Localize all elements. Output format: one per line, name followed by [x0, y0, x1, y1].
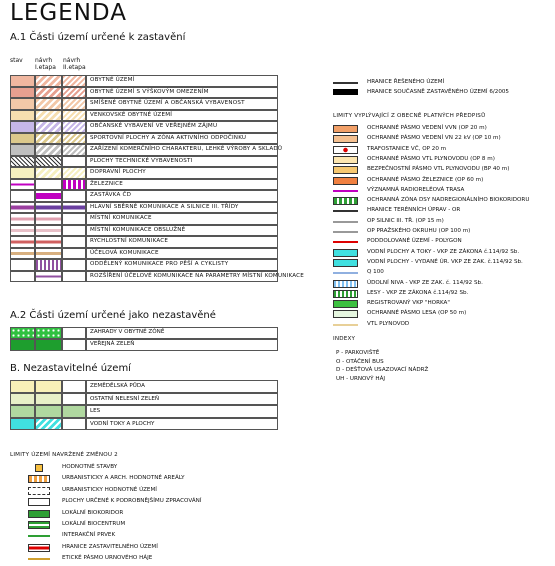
limits-legend-label: OP SILNIC III. TŘ. (OP 15 m) — [367, 217, 444, 224]
b-swatch-navrh1 — [35, 418, 62, 431]
a1-label-cell — [86, 202, 278, 214]
a1-swatch-cell — [62, 75, 86, 87]
limits-symbol — [333, 135, 358, 143]
a1-swatch-cell — [62, 213, 86, 225]
a1-label-cell — [86, 110, 278, 122]
limits-symbol — [333, 290, 358, 298]
changes-legend-label: URBANISTICKY HODNOTNÉ ÚZEMÍ — [62, 486, 157, 493]
index-item: O - OTÁČENÍ BUS — [336, 358, 384, 365]
limits-legend-label: VÝZNAMNÁ RADIORELÉOVÁ TRASA — [367, 186, 465, 193]
limits-legend-row — [333, 186, 553, 196]
b-legend-label: ZEMĚDĚLSKÁ PŮDA — [90, 383, 145, 389]
changes-legend-label: PLOCHY URČENÉ K PODROBNĚJŠÍMU ZPRACOVÁNÍ — [62, 498, 202, 505]
a1-legend-label: HLAVNÍ SBĚRNÉ KOMUNIKACE A SILNICE III. TŘÍDY — [90, 203, 239, 210]
a1-label-cell — [86, 121, 278, 133]
a1-swatch-cell — [62, 144, 86, 156]
a1-legend-row — [10, 225, 278, 237]
a1-label-cell — [86, 225, 278, 237]
a1-swatch-cell — [10, 213, 35, 225]
a1-label-cell — [86, 236, 278, 248]
a1-legend-label: MÍSTNÍ KOMUNIKACE — [90, 215, 152, 221]
b-legend-row — [10, 418, 278, 431]
limits-symbol — [333, 259, 358, 267]
a2-legend-row — [10, 327, 278, 339]
index-heading: INDEXY — [333, 336, 356, 342]
column-stav: stav — [10, 57, 23, 64]
limits-legend-label: OCHRANNÉ PÁSMO ŽELEZNICE (OP 60 m) — [367, 176, 484, 183]
limits-legend-label: OCHRANNÉ PÁSMO VEDENÍ VN 22 kV (OP 10 m) — [367, 135, 501, 142]
changes-symbol — [28, 475, 50, 483]
limits-symbol — [333, 238, 358, 246]
limits-legend-row — [333, 289, 553, 299]
changes-legend-row — [0, 520, 260, 531]
border-legend-row — [333, 88, 553, 98]
a1-label-cell — [86, 213, 278, 225]
limits-symbol — [333, 249, 358, 257]
changes-symbol — [35, 464, 43, 472]
b-legend-label: LES — [90, 408, 101, 414]
a1-label-cell — [86, 156, 278, 168]
limits-heading: LIMITY VYPLÝVAJÍCÍ Z OBECNĚ PLATNÝCH PŘEDPISŮ — [333, 113, 486, 119]
a1-legend-row — [10, 121, 278, 133]
a1-swatch-cell — [10, 75, 35, 87]
a1-label-cell — [86, 144, 278, 156]
a2-swatch-navrh2 — [62, 327, 86, 339]
index-item: P - PARKOVIŠTĚ — [336, 350, 380, 356]
limits-legend-row — [333, 268, 553, 278]
a1-swatch-cell — [35, 179, 62, 191]
a1-swatch-cell — [35, 75, 62, 87]
a1-swatch-cell — [62, 248, 86, 260]
b-swatch-stav — [10, 405, 35, 418]
a1-swatch-cell — [62, 259, 86, 271]
limits-legend-label: OCHRANNÉ PÁSMO VEDENÍ VVN (OP 20 m) — [367, 125, 487, 131]
limits-legend-label: OCHRANNÁ ZÓNA DSY NADREGIONÁLNÍHO BIOKORIDORU — [367, 197, 530, 204]
a1-legend-label: ZASTÁVKA ČD — [90, 192, 132, 198]
a1-swatch-cell — [35, 110, 62, 122]
section-a2-heading: A.2 Části území určené jako nezastavěné — [10, 310, 216, 321]
a1-label-cell — [86, 179, 278, 191]
a1-legend-row — [10, 248, 278, 260]
limits-legend-row — [333, 227, 553, 237]
limits-legend-row — [333, 145, 553, 155]
column-navrh-1: návrh I.etapa — [35, 57, 56, 71]
a1-legend-label: DOPRAVNÍ PLOCHY — [90, 169, 146, 175]
a1-swatch-cell — [35, 87, 62, 99]
changes-symbol — [28, 532, 50, 540]
index-item: UH - URNOVÝ HÁJ — [336, 375, 386, 382]
limits-legend-label: VODNÍ PLOCHY - VYDANÉ ÚR. VKP ZE ZAK. č.114/92 Sb. — [367, 258, 523, 265]
limits-legend-row — [333, 124, 553, 134]
border-symbol — [333, 82, 358, 84]
limits-legend-row — [333, 248, 553, 258]
limits-legend-label: LESY - VKP ZE ZÁKONA č.114/92 Sb. — [367, 289, 469, 296]
a1-swatch-cell — [62, 271, 86, 283]
limits-legend-label: OCHRANNÉ PÁSMO VTL PLYNOVODU (OP 8 m) — [367, 155, 495, 162]
a1-legend-label: OBČANSKÉ VYBAVENÍ VE VEŘEJNÉM ZÁJMU — [90, 123, 218, 129]
a1-label-cell — [86, 271, 278, 283]
changes-legend-row — [0, 497, 260, 508]
border-legend-label: HRANICE ŘEŠENÉHO ÚZEMÍ — [367, 79, 445, 85]
limits-symbol — [333, 321, 358, 329]
b-swatch-navrh2 — [62, 405, 86, 418]
a1-swatch-cell — [10, 225, 35, 237]
changes-legend-row — [0, 543, 260, 554]
a1-swatch-cell — [35, 156, 62, 168]
changes-symbol — [28, 510, 50, 518]
a1-swatch-cell — [10, 98, 35, 110]
a1-swatch-cell — [10, 236, 35, 248]
a1-swatch-cell — [10, 190, 35, 202]
b-swatch-navrh2 — [62, 393, 86, 406]
limits-legend-row — [333, 309, 553, 319]
a1-label-cell — [86, 98, 278, 110]
a1-legend-row — [10, 202, 278, 214]
limits-legend-label: OP PRAŽSKÉHO OKRUHU (OP 100 m) — [367, 228, 471, 234]
a1-legend-row — [10, 87, 278, 99]
a2-swatch-navrh1 — [35, 339, 62, 351]
border-legend-row — [333, 78, 553, 88]
limits-symbol — [333, 280, 358, 288]
changes-symbol — [28, 544, 50, 552]
limits-legend-label: VODNÍ PLOCHY A TOKY - VKP ZE ZÁKONA č.114/92 Sb. — [367, 248, 520, 255]
a1-legend-label: ŽELEZNICE — [90, 180, 123, 187]
a1-swatch-cell — [10, 248, 35, 260]
a1-swatch-cell — [10, 271, 35, 283]
a1-label-cell — [86, 133, 278, 145]
changes-legend-row — [0, 474, 260, 485]
a1-legend-label: OBYTNÉ ÚZEMÍ S VÝŠKOVÝM OMEZENÍM — [90, 88, 209, 95]
a1-swatch-cell — [62, 236, 86, 248]
limits-symbol — [333, 187, 358, 195]
limits-legend-row — [333, 258, 553, 268]
border-symbol — [333, 89, 358, 95]
section-b-heading: B. Nezastavitelné území — [10, 363, 131, 374]
limits-symbol — [333, 177, 358, 185]
limits-legend-row — [333, 217, 553, 227]
limits-legend-label: PODDOLOVANÉ ÚZEMÍ - POLYGON — [367, 238, 462, 245]
b-swatch-navrh2 — [62, 418, 86, 431]
a1-swatch-cell — [35, 190, 62, 202]
a1-label-cell — [86, 248, 278, 260]
limits-legend-row — [333, 237, 553, 247]
limits-symbol — [333, 310, 358, 318]
a1-swatch-cell — [35, 98, 62, 110]
a1-legend-label: ROZŠÍŘENÍ ÚČELOVÉ KOMUNIKACE NA PARAMETRY MÍSTNÍ KOMUNIKACE — [90, 272, 305, 279]
changes-symbol — [28, 498, 50, 506]
a1-swatch-cell — [62, 225, 86, 237]
changes-symbol — [28, 487, 50, 495]
limits-legend-row — [333, 279, 553, 289]
a1-swatch-cell — [10, 87, 35, 99]
a1-swatch-cell — [35, 271, 62, 283]
section-a1-heading: A.1 Části území určené k zastavění — [10, 32, 186, 43]
a1-legend-label: MÍSTNÍ KOMUNIKACE OBSLUŽNÉ — [90, 226, 186, 233]
a1-legend-row — [10, 179, 278, 191]
limits-legend-label: BEZPEČNOSTNÍ PÁSMO VTL PLYNOVODU (BP 40 m) — [367, 166, 510, 173]
limits-legend-row — [333, 196, 553, 206]
b-legend-row — [10, 405, 278, 418]
a1-legend-row — [10, 144, 283, 156]
a1-swatch-cell — [62, 87, 86, 99]
a1-legend-row — [10, 271, 305, 283]
a1-swatch-cell — [62, 156, 86, 168]
a2-swatch-navrh1 — [35, 327, 62, 339]
limits-symbol — [333, 146, 358, 154]
a1-legend-row — [10, 98, 278, 110]
limits-legend-row — [333, 320, 553, 330]
limits-symbol — [333, 218, 358, 226]
changes-legend-label: INTERAKČNÍ PRVEK — [62, 532, 116, 539]
b-label-cell — [86, 405, 278, 418]
a1-label-cell — [86, 190, 278, 202]
b-swatch-stav — [10, 380, 35, 393]
a1-swatch-cell — [10, 156, 35, 168]
changes-legend-label: HRANICE ZASTAVITELNÉHO ÚZEMÍ — [62, 543, 158, 550]
a1-legend-label: VENKOVSKÉ OBYTNÉ ÚZEMÍ — [90, 111, 173, 118]
limits-legend-row — [333, 299, 553, 309]
a1-swatch-cell — [10, 202, 35, 214]
a1-legend-label: RYCHLOSTNÍ KOMUNIKACE — [90, 238, 169, 244]
a1-label-cell — [86, 167, 278, 179]
a1-label-cell — [86, 75, 278, 87]
a1-legend-row — [10, 213, 278, 225]
a1-swatch-cell — [10, 144, 35, 156]
a2-legend-label: VEŘEJNÁ ZELEŇ — [90, 341, 135, 347]
a1-legend-row — [10, 167, 278, 179]
a1-legend-row — [10, 110, 278, 122]
a1-swatch-cell — [62, 167, 86, 179]
a1-legend-label: PLOCHY TECHNICKÉ VYBAVENOSTI — [90, 157, 193, 164]
limits-legend-row — [333, 206, 553, 216]
index-item: D - DEŠŤOVÁ USAZOVACÍ NÁDRŽ — [336, 367, 429, 373]
limits-legend-row — [333, 176, 553, 186]
legend-title: LEGENDA — [10, 0, 127, 26]
a1-legend-label: ZAŘÍZENÍ KOMERČNÍHO CHARAKTERU, LEHKÉ VÝROBY A SKLADŮ — [90, 146, 283, 152]
a1-legend-row — [10, 236, 278, 248]
a1-label-cell — [86, 87, 278, 99]
a1-swatch-cell — [35, 121, 62, 133]
a1-swatch-cell — [35, 144, 62, 156]
a1-label-cell — [86, 259, 278, 271]
b-swatch-stav — [10, 418, 35, 431]
changes-heading: LIMITY ÚZEMÍ NAVRŽENÉ ZMĚNOU 2 — [10, 452, 118, 458]
a1-swatch-cell — [35, 259, 62, 271]
a1-swatch-cell — [35, 202, 62, 214]
limits-symbol — [333, 207, 358, 215]
b-swatch-navrh1 — [35, 405, 62, 418]
a1-legend-row — [10, 190, 278, 202]
a1-swatch-cell — [62, 121, 86, 133]
a1-swatch-cell — [62, 98, 86, 110]
a2-legend-label: ZAHRADY V OBYTNÉ ZÓNĚ — [90, 329, 165, 335]
limits-legend-label: REGISTROVANÝ VKP "HORKA" — [367, 300, 450, 307]
limits-legend-label: Q 100 — [367, 269, 384, 276]
a1-swatch-cell — [10, 133, 35, 145]
a1-swatch-cell — [62, 179, 86, 191]
a1-swatch-cell — [10, 167, 35, 179]
a1-legend-row — [10, 156, 278, 168]
limits-legend-label: VTL PLYNOVOD — [367, 320, 410, 327]
limits-symbol — [333, 228, 358, 236]
limits-legend-row — [333, 134, 553, 144]
a1-legend-label: SPORTOVNÍ PLOCHY A ZÓNA AKTIVNÍHO ODPOČINKU — [90, 134, 247, 141]
a1-swatch-cell — [35, 248, 62, 260]
limits-symbol — [333, 197, 358, 205]
b-swatch-stav — [10, 393, 35, 406]
a1-swatch-cell — [62, 190, 86, 202]
a1-swatch-cell — [10, 259, 35, 271]
limits-legend-label: TRAFOSTANICE VČ, OP 20 m — [367, 145, 447, 152]
a1-legend-row — [10, 75, 278, 87]
b-swatch-navrh1 — [35, 380, 62, 393]
changes-legend-row — [0, 463, 260, 474]
changes-legend-label: ETICKÉ PÁSMO URNOVÉHO HÁJE — [62, 555, 153, 562]
limits-legend-label: ÚDOLNÍ NIVA - VKP ZE ZAK. č. 114/92 Sb. — [367, 279, 483, 286]
a1-legend-row — [10, 259, 278, 271]
a1-legend-label: ÚČELOVÁ KOMUNIKACE — [90, 249, 159, 256]
a1-swatch-cell — [35, 213, 62, 225]
b-legend-row — [10, 380, 278, 393]
a2-swatch-navrh2 — [62, 339, 86, 351]
a2-swatch-stav — [10, 327, 35, 339]
changes-legend-row — [0, 554, 260, 565]
changes-legend-label: HODNOTNÉ STAVBY — [62, 464, 118, 470]
a1-legend-label: ODDĚLENÝ KOMUNIKACE PRO PĚŠÍ A CYKLISTY — [90, 261, 229, 267]
limits-symbol — [333, 269, 358, 277]
b-legend-label: OSTATNÍ NELESNÍ ZELEŇ — [90, 395, 160, 402]
a1-swatch-cell — [62, 110, 86, 122]
b-swatch-navrh1 — [35, 393, 62, 406]
b-legend-row — [10, 393, 278, 406]
limits-symbol — [333, 125, 358, 133]
changes-legend-label: LOKÁLNÍ BIOCENTRUM — [62, 521, 126, 527]
column-navrh-2: návrh II.etapa — [63, 57, 86, 71]
a2-swatch-stav — [10, 339, 35, 351]
a1-swatch-cell — [35, 225, 62, 237]
changes-legend-label: LOKÁLNÍ BIOKORIDOR — [62, 509, 124, 516]
a1-swatch-cell — [10, 121, 35, 133]
changes-legend-row — [0, 509, 260, 520]
a1-swatch-cell — [35, 133, 62, 145]
border-legend-label: HRANICE SOUČASNĚ ZASTAVĚNÉHO ÚZEMÍ 6/2005 — [367, 89, 509, 95]
a1-swatch-cell — [10, 110, 35, 122]
limits-symbol — [333, 156, 358, 164]
changes-legend-row — [0, 531, 260, 542]
changes-legend-row — [0, 486, 260, 497]
changes-legend-label: URBANISTICKY A ARCH. HODNOTNÉ AREÁLY — [62, 475, 185, 482]
a1-legend-row — [10, 133, 278, 145]
limits-legend-label: OCHRANNÉ PÁSMO LESA (OP 50 m) — [367, 310, 467, 317]
changes-symbol — [28, 521, 50, 529]
a2-legend-row — [10, 339, 278, 351]
limits-symbol — [333, 166, 358, 174]
limits-legend-row — [333, 165, 553, 175]
b-legend-label: VODNÍ TOKY A PLOCHY — [90, 420, 155, 427]
limits-symbol — [333, 300, 358, 308]
limits-legend-row — [333, 155, 553, 165]
a1-swatch-cell — [35, 236, 62, 248]
b-swatch-navrh2 — [62, 380, 86, 393]
a1-swatch-cell — [62, 133, 86, 145]
a1-swatch-cell — [62, 202, 86, 214]
a1-swatch-cell — [35, 167, 62, 179]
a1-legend-label: SMÍŠENÉ OBYTNÉ ÚZEMÍ A OBČANSKÁ VYBAVENOST — [90, 100, 245, 106]
a1-swatch-cell — [10, 179, 35, 191]
limits-legend-label: HRANICE TERÉNNÍCH ÚPRAV - OR — [367, 207, 461, 214]
a1-legend-label: OBYTNÉ ÚZEMÍ — [90, 77, 135, 83]
